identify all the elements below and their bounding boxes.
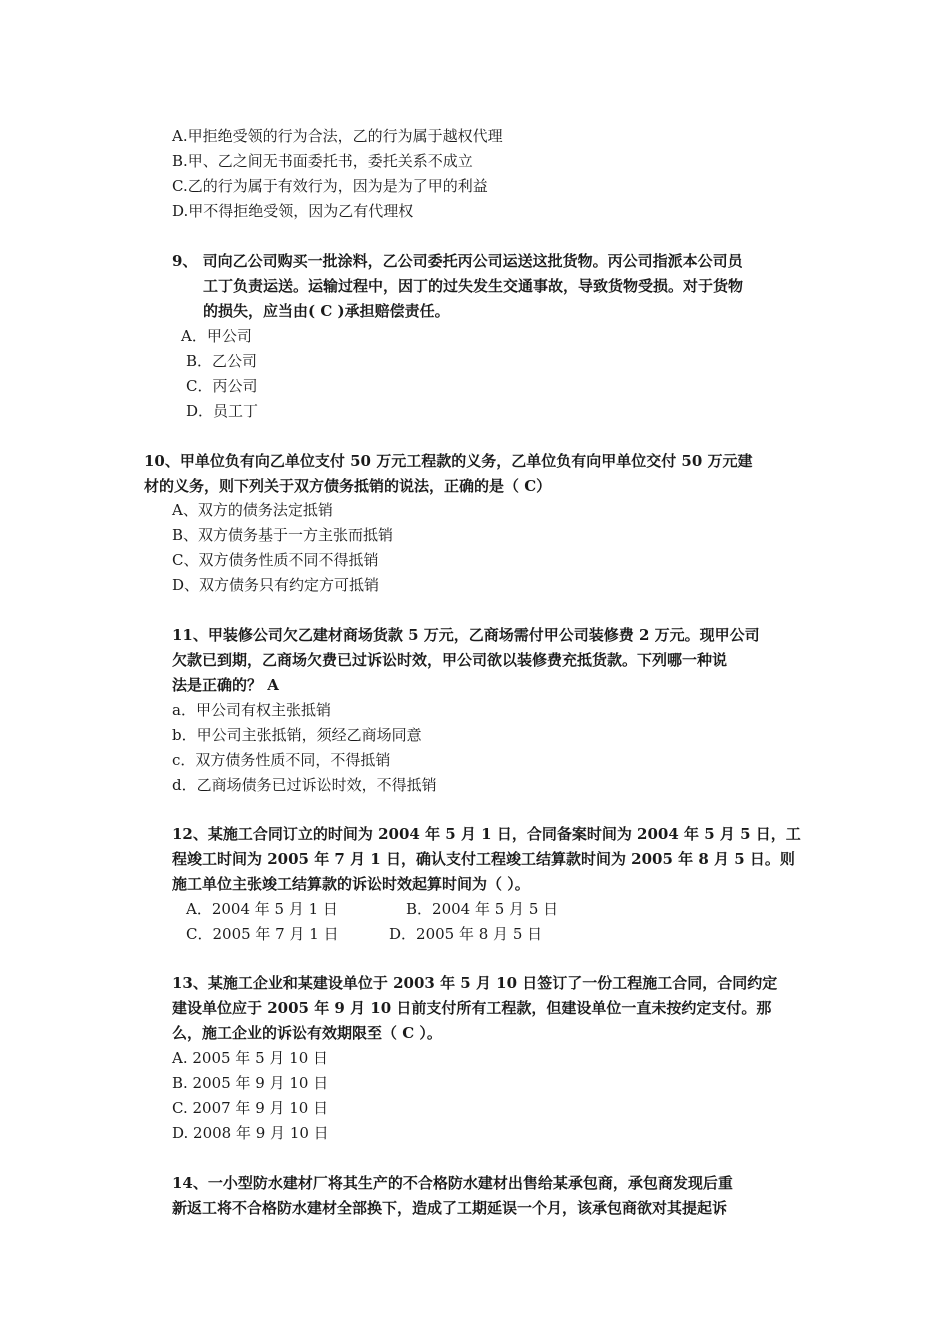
q10-option-b: B、双方债务基于一方主张而抵销 — [172, 526, 394, 544]
q11-stem-line-1: 11、甲装修公司欠乙建材商场货款 5 万元，乙商场需付甲公司装修费 2 万元。现甲公司 — [172, 626, 760, 644]
q12-option-b: B．2004 年 5 月 5 日 — [406, 900, 559, 918]
q9-stem-line-1: 9、 司向乙公司购买一批涂料，乙公司委托丙公司运送这批货物。丙公司指派本公司员 — [172, 252, 743, 270]
q12-stem-line-1: 12、某施工合同订立的时间为 2004 年 5 月 1 日，合同备案时间为 2004 年 5 月 5 日，工 — [172, 825, 801, 843]
q8-option-c: C.乙的行为属于有效行为，因为是为了甲的利益 — [172, 177, 488, 195]
q9-option-d: D．员工丁 — [186, 402, 259, 420]
q9-option-c: C．丙公司 — [186, 377, 258, 395]
q11-option-a: a．甲公司有权主张抵销 — [172, 701, 331, 719]
q10-option-a: A、双方的债务法定抵销 — [172, 501, 333, 519]
q13-stem-line-3: 么，施工企业的诉讼有效期限至（ C ）。 — [172, 1024, 442, 1042]
q12-option-c: C．2005 年 7 月 1 日 — [186, 925, 339, 943]
q14-stem-line-2: 新返工将不合格防水建材全部换下，造成了工期延误一个月，该承包商欲对其提起诉 — [172, 1199, 728, 1217]
q10-stem-line-2: 材的义务，则下列关于双方债务抵销的说法，正确的是（ C） — [144, 477, 552, 495]
q14-stem-line-1: 14、一小型防水建材厂将其生产的不合格防水建材出售给某承包商，承包商发现后重 — [172, 1174, 733, 1192]
q8-option-a: A.甲拒绝受领的行为合法，乙的行为属于越权代理 — [172, 127, 503, 145]
q13-option-b: B. 2005 年 9 月 10 日 — [172, 1074, 329, 1092]
q12-option-a: A．2004 年 5 月 1 日 — [186, 900, 338, 918]
q13-stem-line-1: 13、某施工企业和某建设单位于 2003 年 5 月 10 日签订了一份工程施工合同，合同约定 — [172, 974, 778, 992]
q11-stem-line-3: 法是正确的？ A — [172, 676, 279, 694]
q11-option-c: c．双方债务性质不同，不得抵销 — [172, 751, 391, 769]
q9-option-b: B．乙公司 — [186, 352, 258, 370]
q10-stem-line-1: 10、甲单位负有向乙单位支付 50 万元工程款的义务，乙单位负有向甲单位交付 50 万元建 — [144, 452, 753, 470]
q13-option-c: C. 2007 年 9 月 10 日 — [172, 1099, 329, 1117]
q9-stem-line-2: 工丁负责运送。运输过程中，因丁的过失发生交通事故，导致货物受损。对于货物 — [203, 277, 744, 295]
q11-stem-line-2: 欠款已到期，乙商场欠费已过诉讼时效，甲公司欲以装修费充抵货款。下列哪一种说 — [172, 651, 728, 669]
q8-option-d: D.甲不得拒绝受领，因为乙有代理权 — [172, 202, 414, 220]
q13-option-d: D. 2008 年 9 月 10 日 — [172, 1124, 329, 1142]
q10-option-d: D、双方债务只有约定方可抵销 — [172, 576, 380, 594]
q13-option-a: A. 2005 年 5 月 10 日 — [172, 1049, 329, 1067]
q8-option-b: B.甲、乙之间无书面委托书，委托关系不成立 — [172, 152, 473, 170]
q9-stem-line-3: 的损失，应当由( C )承担赔偿责任。 — [203, 302, 450, 320]
q11-option-d: d．乙商场债务已过诉讼时效，不得抵销 — [172, 776, 437, 794]
q10-option-c: C、双方债务性质不同不得抵销 — [172, 551, 379, 569]
q11-option-b: b．甲公司主张抵销，须经乙商场同意 — [172, 726, 422, 744]
q9-option-a: A．甲公司 — [181, 327, 252, 345]
q12-option-d: D．2005 年 8 月 5 日 — [389, 925, 543, 943]
q13-stem-line-2: 建设单位应于 2005 年 9 月 10 日前支付所有工程款，但建设单位一直未按约定支付。那 — [172, 999, 772, 1017]
q12-stem-line-3: 施工单位主张竣工结算款的诉讼时效起算时间为（ ）。 — [172, 875, 530, 893]
q12-stem-line-2: 程竣工时间为 2005 年 7 月 1 日，确认支付工程竣工结算款时间为 2005 年 8 月 5 日。则 — [172, 850, 795, 868]
